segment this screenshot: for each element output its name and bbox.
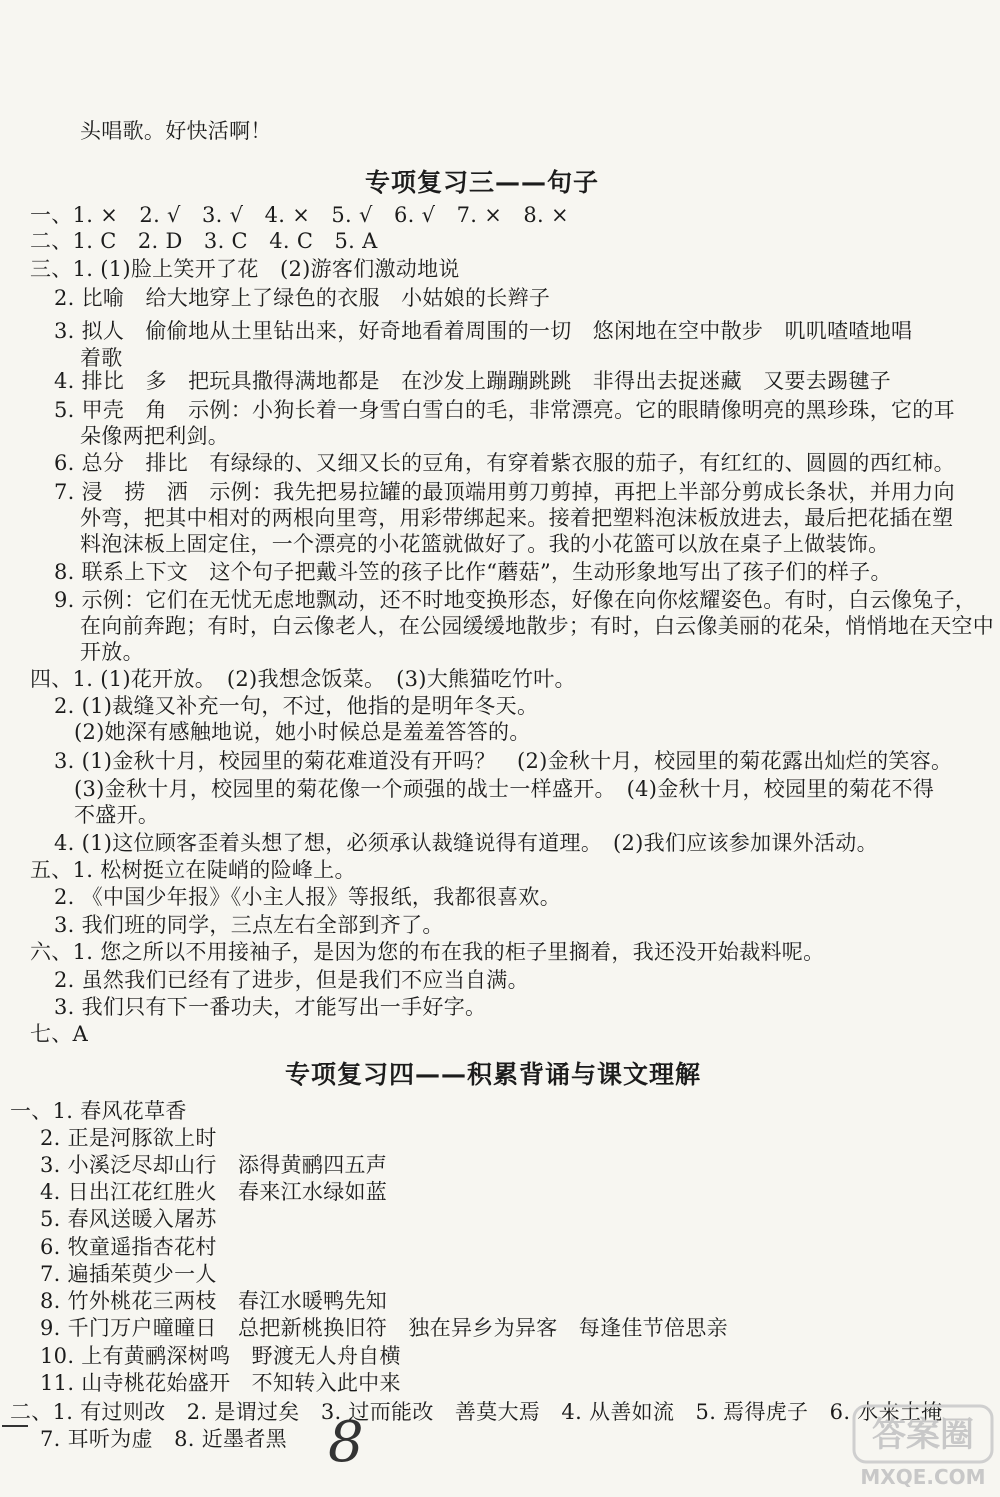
answer-line: 6. 总分 排比 有绿绿的、又细又长的豆角，有穿着紫衣服的茄子，有红红的、圆圆的西红柿。: [54, 451, 955, 475]
answer-line: 一、1. × 2. √ 3. √ 4. × 5. √ 6. √ 7. × 8. ×: [30, 203, 569, 227]
answer-line: 2. 《中国少年报》《小主人报》等报纸，我都很喜欢。: [54, 885, 562, 909]
answer-line: 2. (1)裁缝又补充一句，不过，他指的是明年冬天。: [54, 694, 539, 718]
answer-line: 在向前奔跑；有时，白云像老人，在公园缓缓地散步；有时，白云像美丽的花朵，悄悄地在天空中: [80, 614, 995, 638]
answer-line: (2)她深有感触地说，她小时候总是羞羞答答的。: [74, 720, 531, 744]
answer-line: 11. 山寺桃花始盛开 不知转入此中来: [40, 1371, 401, 1395]
answer-line: 9. 示例：它们在无忧无虑地飘动，还不时地变换形态，好像在向你炫耀姿色。有时，白云像兔子，: [54, 588, 977, 612]
answer-line: 3. 我们只有下一番功夫，才能写出一手好字。: [54, 995, 487, 1019]
answer-line: 9. 千门万户曈曈日 总把新桃换旧符 独在异乡为异客 每逢佳节倍思亲: [40, 1316, 728, 1340]
answer-line: 2. 比喻 给大地穿上了绿色的衣服 小姑娘的长辫子: [54, 286, 551, 310]
answer-line: 朵像两把利剑。: [80, 424, 230, 448]
answer-line: 8. 竹外桃花三两枝 春江水暖鸭先知: [40, 1289, 388, 1313]
answer-line: 二、1. C 2. D 3. C 4. C 5. A: [30, 229, 378, 253]
answer-line: 外弯，把其中相对的两根向里弯，用彩带绑起来。接着把塑料泡沫板放进去，最后把花插在塑: [80, 506, 954, 530]
answer-line: 3. 我们班的同学，三点左右全部到齐了。: [54, 913, 444, 937]
answer-line: 三、1. (1)脸上笑开了花 (2)游客们激动地说: [30, 257, 460, 281]
answer-line: 4. (1)这位顾客歪着头想了想，必须承认裁缝说得有道理。 (2)我们应该参加课外活动。: [54, 831, 878, 855]
watermark-bottom-text: MXQE.COM: [860, 1465, 986, 1489]
answer-line: 四、1. (1)花开放。 (2)我想念饭菜。 (3)大熊猫吃竹叶。: [30, 667, 576, 691]
answer-line: 七、A: [30, 1022, 89, 1046]
answer-line: 开放。: [80, 640, 144, 664]
bottom-dash: [2, 1425, 28, 1427]
page-number: 8: [328, 1410, 364, 1475]
answer-line: 4. 日出江花红胜火 春来江水绿如蓝: [40, 1180, 388, 1204]
answer-line: 7. 耳听为虚 8. 近墨者黑: [40, 1427, 287, 1451]
section-heading: 专项复习三——句子: [365, 168, 600, 197]
answer-line: 六、1. 您之所以不用接袖子，是因为您的布在我的柜子里搁着，我还没开始裁料呢。: [30, 940, 825, 964]
answer-line: 3. (1)金秋十月，校园里的菊花难道没有开吗？ (2)金秋十月，校园里的菊花露出灿烂的笑容。: [54, 749, 953, 773]
answer-line: (3)金秋十月，校园里的菊花像一个顽强的战士一样盛开。 (4)金秋十月，校园里的菊花不得: [74, 777, 935, 801]
answer-line: 头唱歌。好快活啊！: [80, 119, 272, 143]
answer-line: 7. 浸 捞 洒 示例：我先把易拉罐的最顶端用剪刀剪掉，再把上半部分剪成长条状，并用力向: [54, 480, 955, 504]
answer-line: 3. 小溪泛尽却山行 添得黄鹂四五声: [40, 1153, 388, 1177]
section-heading: 专项复习四——积累背诵与课文理解: [285, 1060, 702, 1089]
answer-line: 不盛开。: [74, 803, 160, 827]
answer-line: 2. 虽然我们已经有了进步，但是我们不应当自满。: [54, 968, 529, 992]
watermark-logo: [850, 1400, 996, 1490]
answer-line: 2. 正是河豚欲上时: [40, 1126, 217, 1150]
answer-line: 5. 甲壳 角 示例：小狗长着一身雪白雪白的毛，非常漂亮。它的眼睛像明亮的黑珍珠，它的耳: [54, 398, 955, 422]
answer-line: 8. 联系上下文 这个句子把戴斗笠的孩子比作“蘑菇”，生动形象地写出了孩子们的样子。: [54, 560, 892, 584]
answer-line: 一、1. 春风花草香: [10, 1099, 187, 1123]
watermark-top-text: 答案圈: [872, 1415, 974, 1455]
answer-line: 二、1. 有过则改 2. 是谓过矣 3. 过而能改 善莫大焉 4. 从善如流 5. 焉得虎子 6. 水来土掩: [10, 1400, 943, 1424]
answer-line: 3. 拟人 偷偷地从土里钻出来，好奇地看着周围的一切 悠闲地在空中散步 叽叽喳喳地唱: [54, 319, 913, 343]
answer-line: 7. 遍插茱萸少一人: [40, 1262, 217, 1286]
answer-line: 五、1. 松树挺立在陡峭的险峰上。: [30, 858, 356, 882]
answer-line: 5. 春风送暖入屠苏: [40, 1207, 217, 1231]
answer-line: 着歌: [80, 346, 123, 370]
answer-line: 料泡沫板上固定住，一个漂亮的小花篮就做好了。我的小花篮可以放在桌子上做装饰。: [80, 532, 890, 556]
answer-line: 4. 排比 多 把玩具撒得满地都是 在沙发上蹦蹦跳跳 非得出去捉迷藏 又要去踢毽子: [54, 369, 892, 393]
answer-line: 10. 上有黄鹂深树鸣 野渡无人舟自横: [40, 1344, 401, 1368]
answer-line: 6. 牧童遥指杏花村: [40, 1235, 217, 1259]
